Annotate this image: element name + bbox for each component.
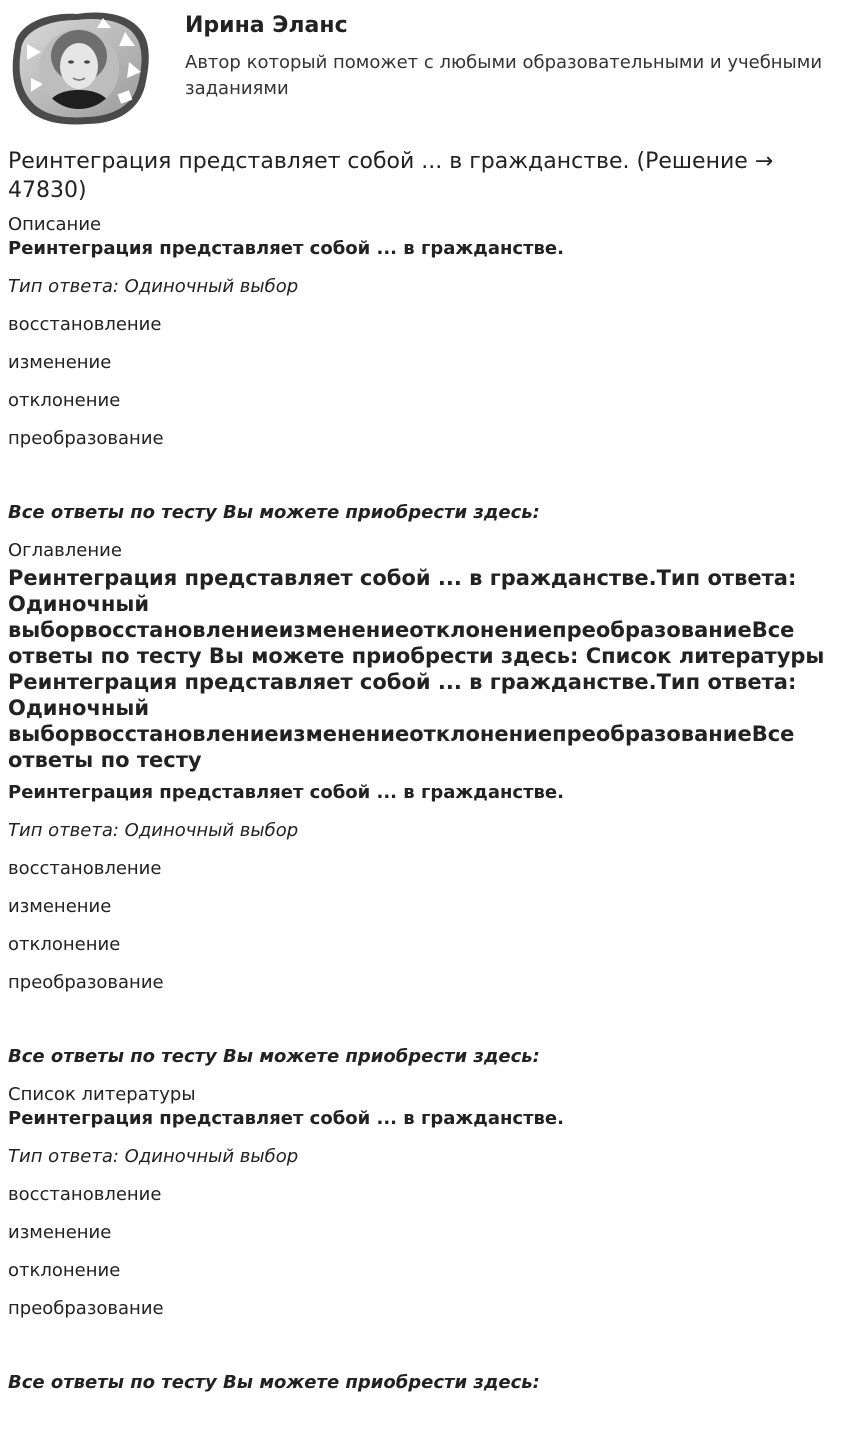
avatar-film-frame-image <box>7 6 152 128</box>
promo-text: Все ответы по тесту Вы можете приобрести здесь: <box>8 1046 540 1067</box>
promo-text: Все ответы по тесту Вы можете приобрести здесь: <box>8 502 540 523</box>
question-text: Реинтеграция представляет собой ... в гражданстве. <box>8 238 564 259</box>
literature-section <box>8 1083 838 1395</box>
answer-type: Тип ответа: Одиночный выбор <box>8 820 299 841</box>
option-item: восстановление <box>8 1184 162 1205</box>
promo-text: Все ответы по тесту Вы можете приобрести здесь: <box>8 1372 540 1393</box>
toc-section <box>8 539 838 1069</box>
option-item: изменение <box>8 352 112 373</box>
question-text: Реинтеграция представляет собой ... в гражданстве. <box>8 1108 564 1129</box>
answer-type: Тип ответа: Одиночный выбор <box>8 276 299 297</box>
literature-label: Список литературы <box>8 1084 196 1105</box>
option-item: изменение <box>8 896 112 917</box>
option-item: отклонение <box>8 390 121 411</box>
option-item: восстановление <box>8 314 162 335</box>
description-section <box>8 213 838 525</box>
answer-type: Тип ответа: Одиночный выбор <box>8 1146 299 1167</box>
avatar[interactable] <box>7 6 152 128</box>
options-list <box>8 313 838 451</box>
main-content <box>8 147 838 1409</box>
option-item: изменение <box>8 1222 112 1243</box>
author-description: Автор который поможет с любыми образовательными и учебными заданиями <box>185 52 823 99</box>
option-item: отклонение <box>8 934 121 955</box>
options-list <box>8 1183 838 1321</box>
toc-heading: Реинтеграция представляет собой ... в гражданстве.Тип ответа: Одиночный выборвосстановлениеизменениеотклонениепреобразованиеВсе ответы по тесту Вы можете приобрести здесь: Список литературы Реинтеграция представляет собой ... в гражданстве.Тип ответа: Одиночный выборвосстановлениеизменениеотклонениепреобразованиеВсе ответы по тесту <box>8 566 825 772</box>
question-text: Реинтеграция представляет собой ... в гражданстве. <box>8 782 564 803</box>
page-title: Реинтеграция представляет собой ... в гражданстве. (Решение → 47830) <box>8 149 774 203</box>
option-item: преобразование <box>8 1298 164 1319</box>
option-item: восстановление <box>8 858 162 879</box>
option-item: преобразование <box>8 972 164 993</box>
options-list <box>8 857 838 995</box>
description-label: Описание <box>8 214 102 235</box>
author-header <box>0 0 847 140</box>
author-name[interactable]: Ирина Эланс <box>185 13 348 38</box>
option-item: отклонение <box>8 1260 121 1281</box>
option-item: преобразование <box>8 428 164 449</box>
toc-label: Оглавление <box>8 540 122 561</box>
